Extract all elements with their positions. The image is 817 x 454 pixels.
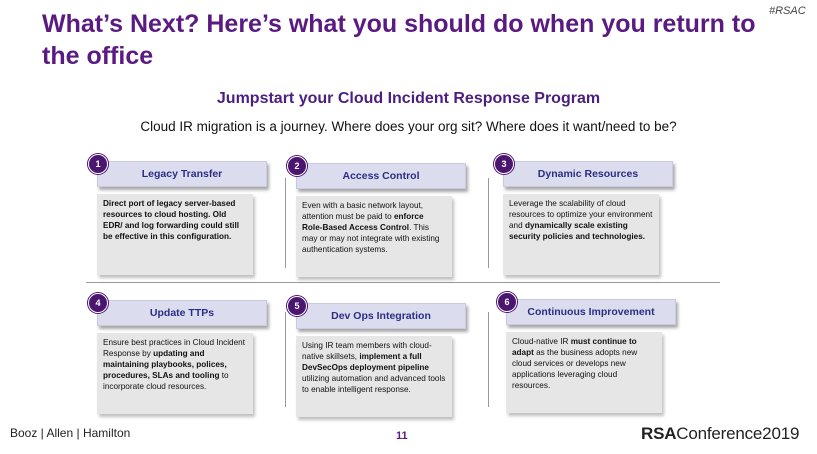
step-description-text: updating and maintaining playbooks, polices, procedures, SLAs and tooling [103,349,227,380]
slide-subtitle: Jumpstart your Cloud Incident Response Program [216,90,601,107]
step-description-text: to incorporate cloud resources. [103,371,229,391]
vertical-divider [285,178,286,268]
company-logo-text: Booz | Allen | Hamilton [10,426,131,440]
step-description-text: Direct port of legacy server-based resources to cloud hosting. Old EDR/ and log forwarding could still be effective in this configuration. [103,199,240,241]
step-description [97,194,253,275]
intro-text: Cloud IR migration is a journey. Where does your org sit? Where does it want/need to be? [140,119,677,134]
step-description-text: enforce Role-Based Access Control [302,212,424,232]
step-description-text: Ensure best practices in Cloud Incident Response by [103,338,245,358]
step-number-badge: 5 [287,296,307,316]
vertical-divider [488,178,489,268]
step-description-text: Leverage the scalability of cloud resources to optimize your environment and [509,199,653,230]
horizontal-divider [86,282,720,283]
step-title: Update TTPs [97,300,267,326]
step-description-text: as the business adopts new cloud services or develops new applications leveraging cloud resources. [512,348,638,390]
step-number-badge: 3 [494,154,514,174]
conference-logo-brand: RSA [641,424,677,443]
step-title: Legacy Transfer [97,161,267,187]
step-number-badge: 1 [88,154,108,174]
hashtag-label: #RSAC [769,5,806,17]
step-number-badge: 2 [287,156,307,176]
step-description-text: Even with a basic network layout, attention must be paid to [302,201,424,221]
step-description [506,332,662,413]
step-number-badge: 4 [88,293,108,313]
step-title: Continuous Improvement [506,299,676,325]
conference-logo [641,424,799,444]
step-description [503,194,659,275]
step-description-text: Cloud-native IR [512,337,571,346]
step-number-badge: 6 [497,292,517,312]
conference-logo-name: Conference2019 [676,424,800,443]
step-description [296,196,452,277]
slide-title: What’s Next? Here’s what you should do when you return to the office [42,10,756,70]
step-title: Dev Ops Integration [296,303,466,329]
step-description [296,336,452,417]
step-description-text: . This may or may not integrate with existing authentication systems. [302,223,440,254]
step-description-text: utilizing automation and advanced tools to enable intelligent response. [302,374,446,394]
vertical-divider [488,312,489,407]
page-number: 11 [396,430,408,442]
vertical-divider [285,312,286,407]
step-description-text: dynamically scale existing security policies and technologies. [509,221,646,241]
step-title: Access Control [296,163,466,189]
step-description-text: Using IR team members with cloud-native skillsets, [302,341,432,361]
step-description [97,333,253,414]
step-description-text: must continue to adapt [512,337,637,357]
step-title: Dynamic Resources [503,161,673,187]
step-description-text: implement a full DevSecOps deployment pipeline [302,352,429,372]
